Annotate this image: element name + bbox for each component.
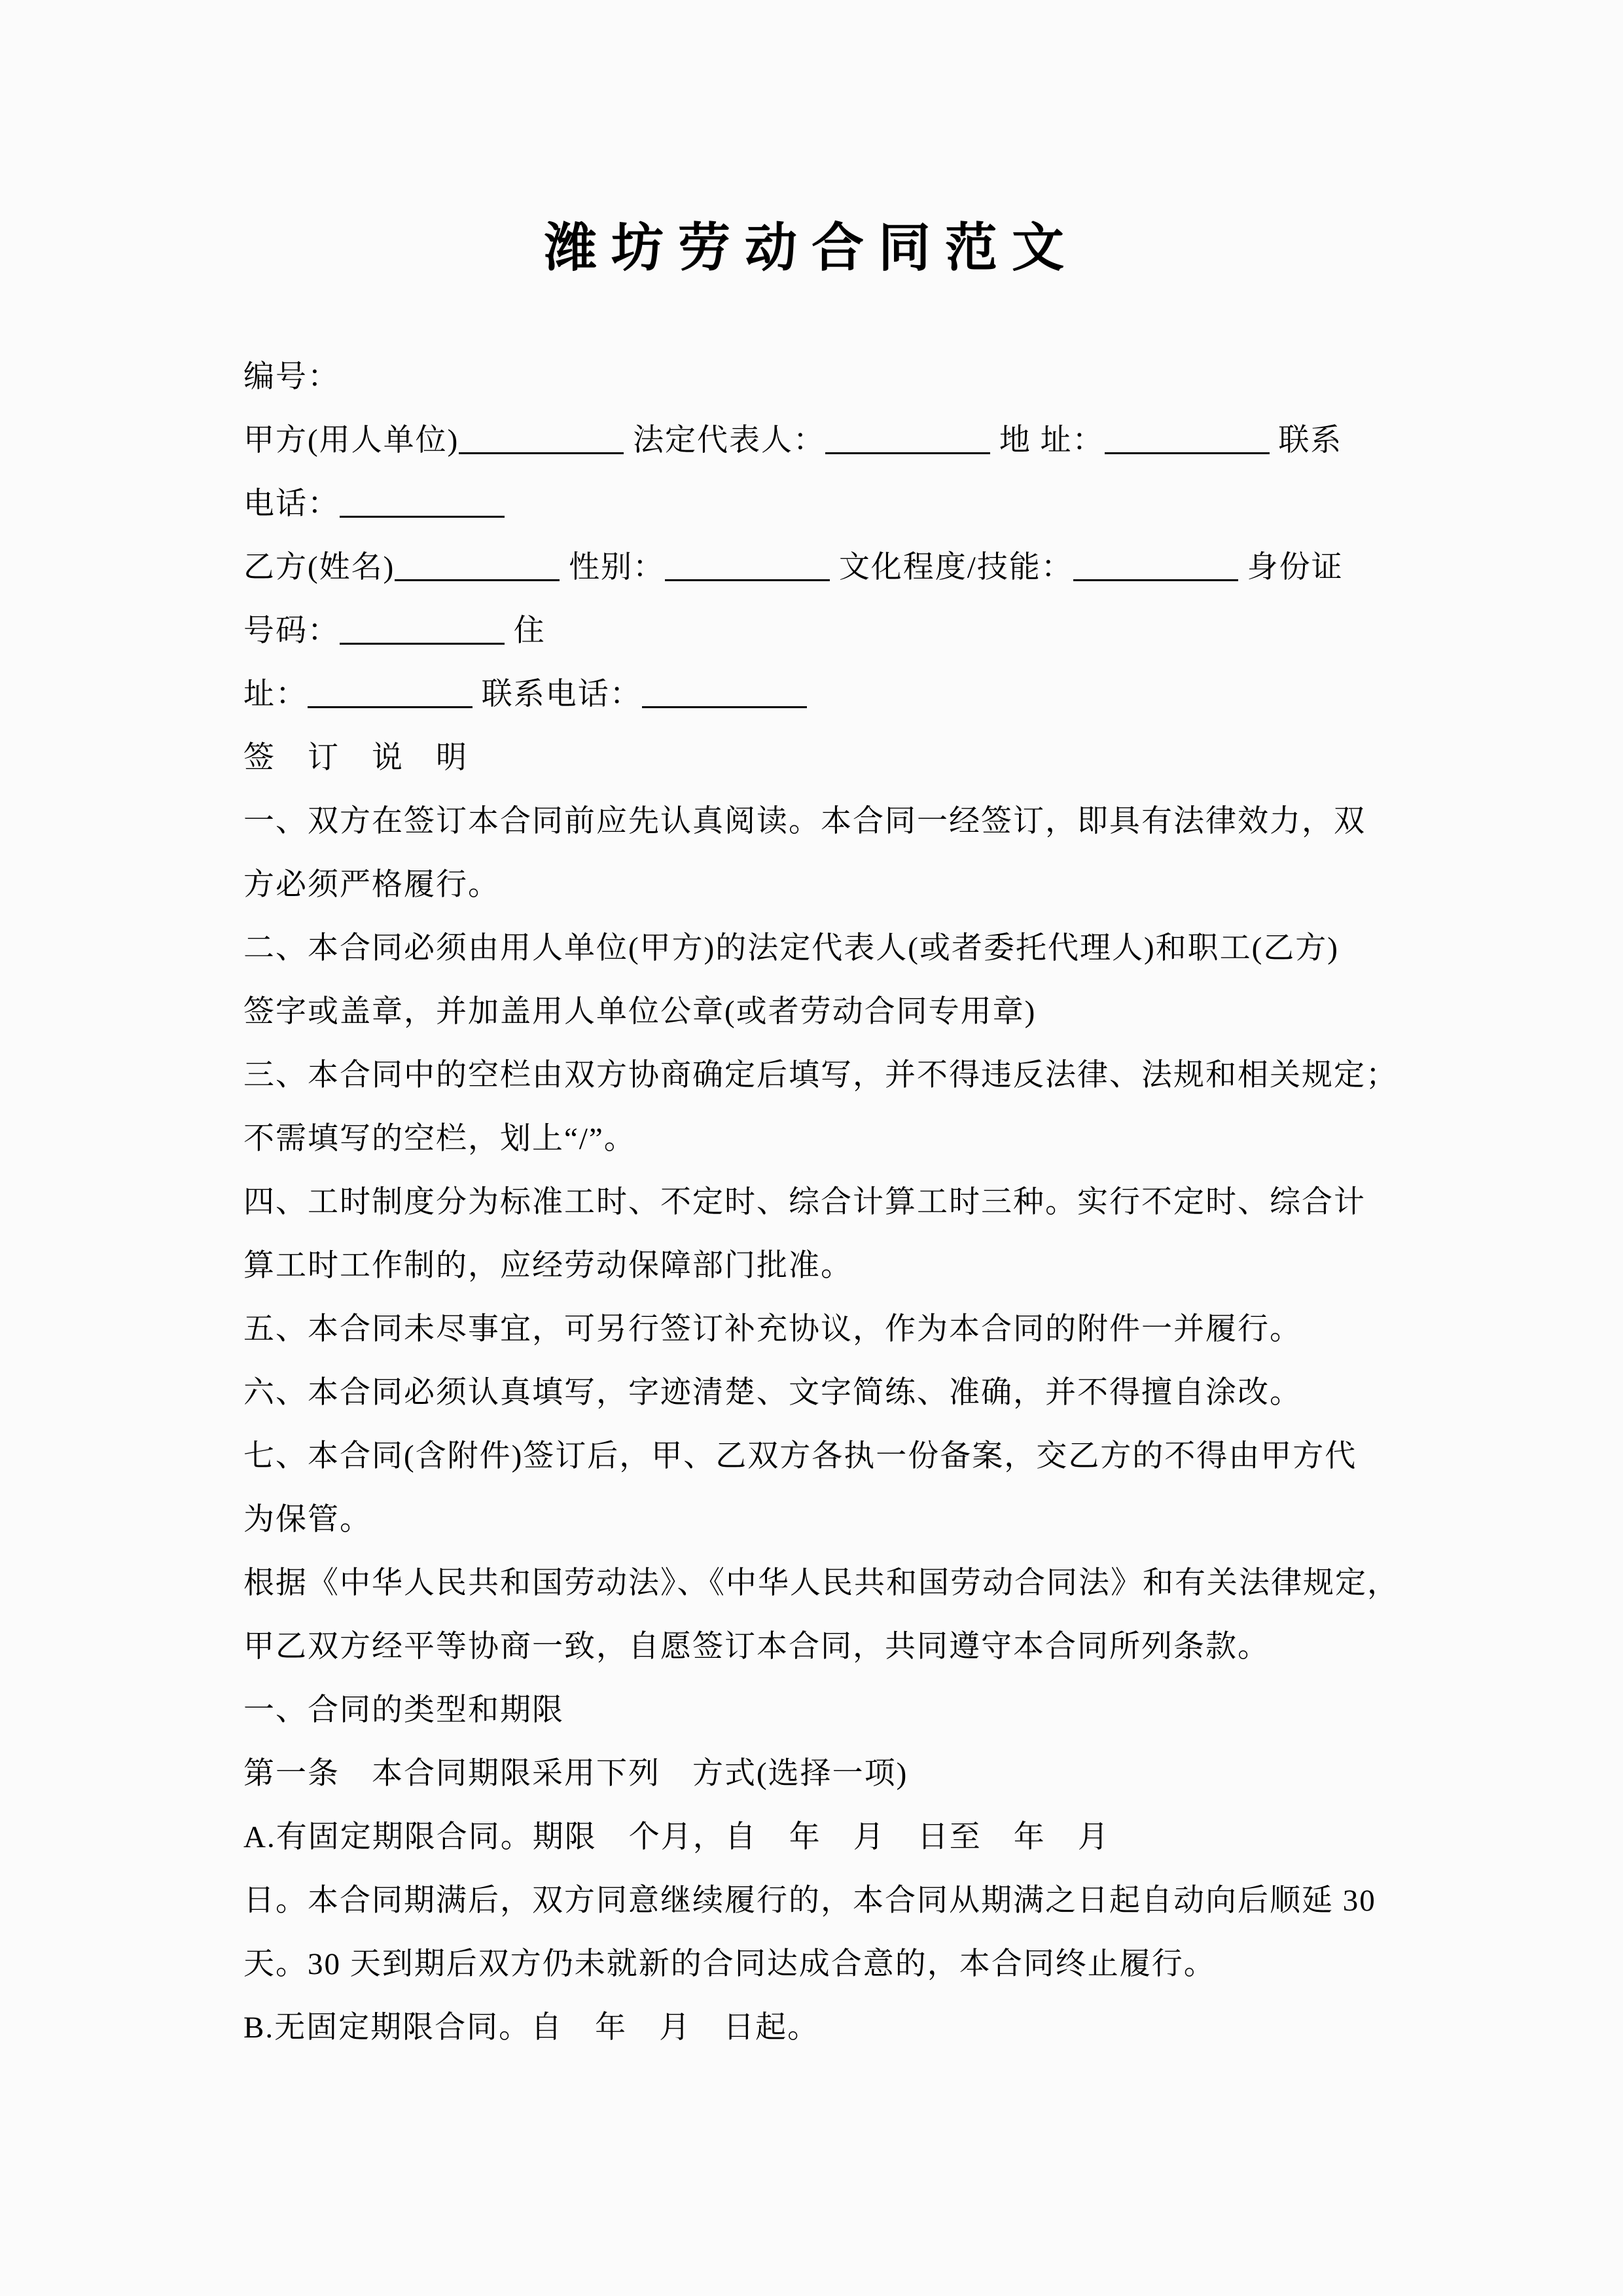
text-line: 四、工时制度分为标准工时、不定时、综合计算工时三种。实行不定时、综合计 (243, 1185, 1366, 1219)
blank-field (1073, 579, 1238, 581)
text-line: 七、本合同(含附件)签订后，甲、乙双方各执一份备案，交乙方的不得由甲方代 (243, 1439, 1357, 1473)
blank-field (308, 706, 473, 708)
text-line: A.有固定期限合同。期限 个月，自 年 月 日至 年 月 (243, 1820, 1110, 1854)
text-line: 方必须严格履行。 (243, 868, 500, 902)
text-line: 一、双方在签订本合同前应先认真阅读。本合同一经签订，即具有法律效力，双 (243, 804, 1366, 838)
text-line: 址： 联系电话： (243, 663, 1400, 726)
text-line: 算工时工作制的，应经劳动保障部门批准。 (243, 1249, 853, 1283)
text-line: 乙方(姓名) 性别： 文化程度/技能： 身份证 (243, 550, 1344, 584)
text-line: 二、本合同必须由用人单位(甲方)的法定代表人(或者委托代理人)和职工(乙方) (243, 931, 1339, 965)
text-line: 第一条 本合同期限采用下列 方式(选择一项) (243, 1757, 908, 1791)
blank-field (340, 516, 505, 518)
text-line: 甲乙双方经平等协商一致，自愿签订本合同，共同遵守本合同所列条款。 (243, 1630, 1270, 1664)
text-line: 不需填写的空栏，划上“/”。 (243, 1122, 636, 1156)
blank-field (1105, 452, 1270, 454)
text-line: 号码： 住 (243, 614, 546, 648)
document-title: 潍坊劳动合同范文 (544, 220, 1079, 278)
text-line: 五、本合同未尽事宜，可另行签订补充协议，作为本合同的附件一并履行。 (243, 1312, 1302, 1346)
text-line: 签 订 说 明 (243, 741, 468, 775)
text-line: 电话： (243, 473, 1400, 536)
text-line: 为保管。 (243, 1503, 372, 1537)
text-line: B.无固定期限合同。自 年 月 日起。 (243, 2011, 820, 2045)
text-line: 根据《中华人民共和国劳动法》、《中华人民共和国劳动合同法》和有关法律规定， (243, 1566, 1399, 1600)
text-line: 签字或盖章，并加盖用人单位公章(或者劳动合同专用章) (243, 995, 1037, 1029)
text-line: 甲方(用人单位) 法定代表人： 地 址： 联系 (243, 423, 1343, 457)
text-line: 天。30 天到期后双方仍未就新的合同达成合意的，本合同终止履行。 (243, 1947, 1216, 1981)
blank-field (340, 643, 505, 645)
text-line: 编号： (243, 360, 340, 394)
blank-field (459, 452, 624, 454)
text-line: 一、合同的类型和期限 (243, 1693, 564, 1727)
document-body (243, 346, 1400, 2060)
blank-field (642, 706, 807, 708)
text-line: 三、本合同中的空栏由双方协商确定后填写，并不得违反法律、法规和相关规定； (243, 1058, 1398, 1092)
text-line: 六、本合同必须认真填写，字迹清楚、文字简练、准确，并不得擅自涂改。 (243, 1376, 1302, 1410)
blank-field (825, 452, 990, 454)
text-line: 日。本合同期满后，双方同意继续履行的，本合同从期满之日起自动向后顺延 30 (243, 1884, 1376, 1918)
blank-field (395, 579, 560, 581)
blank-field (665, 579, 830, 581)
